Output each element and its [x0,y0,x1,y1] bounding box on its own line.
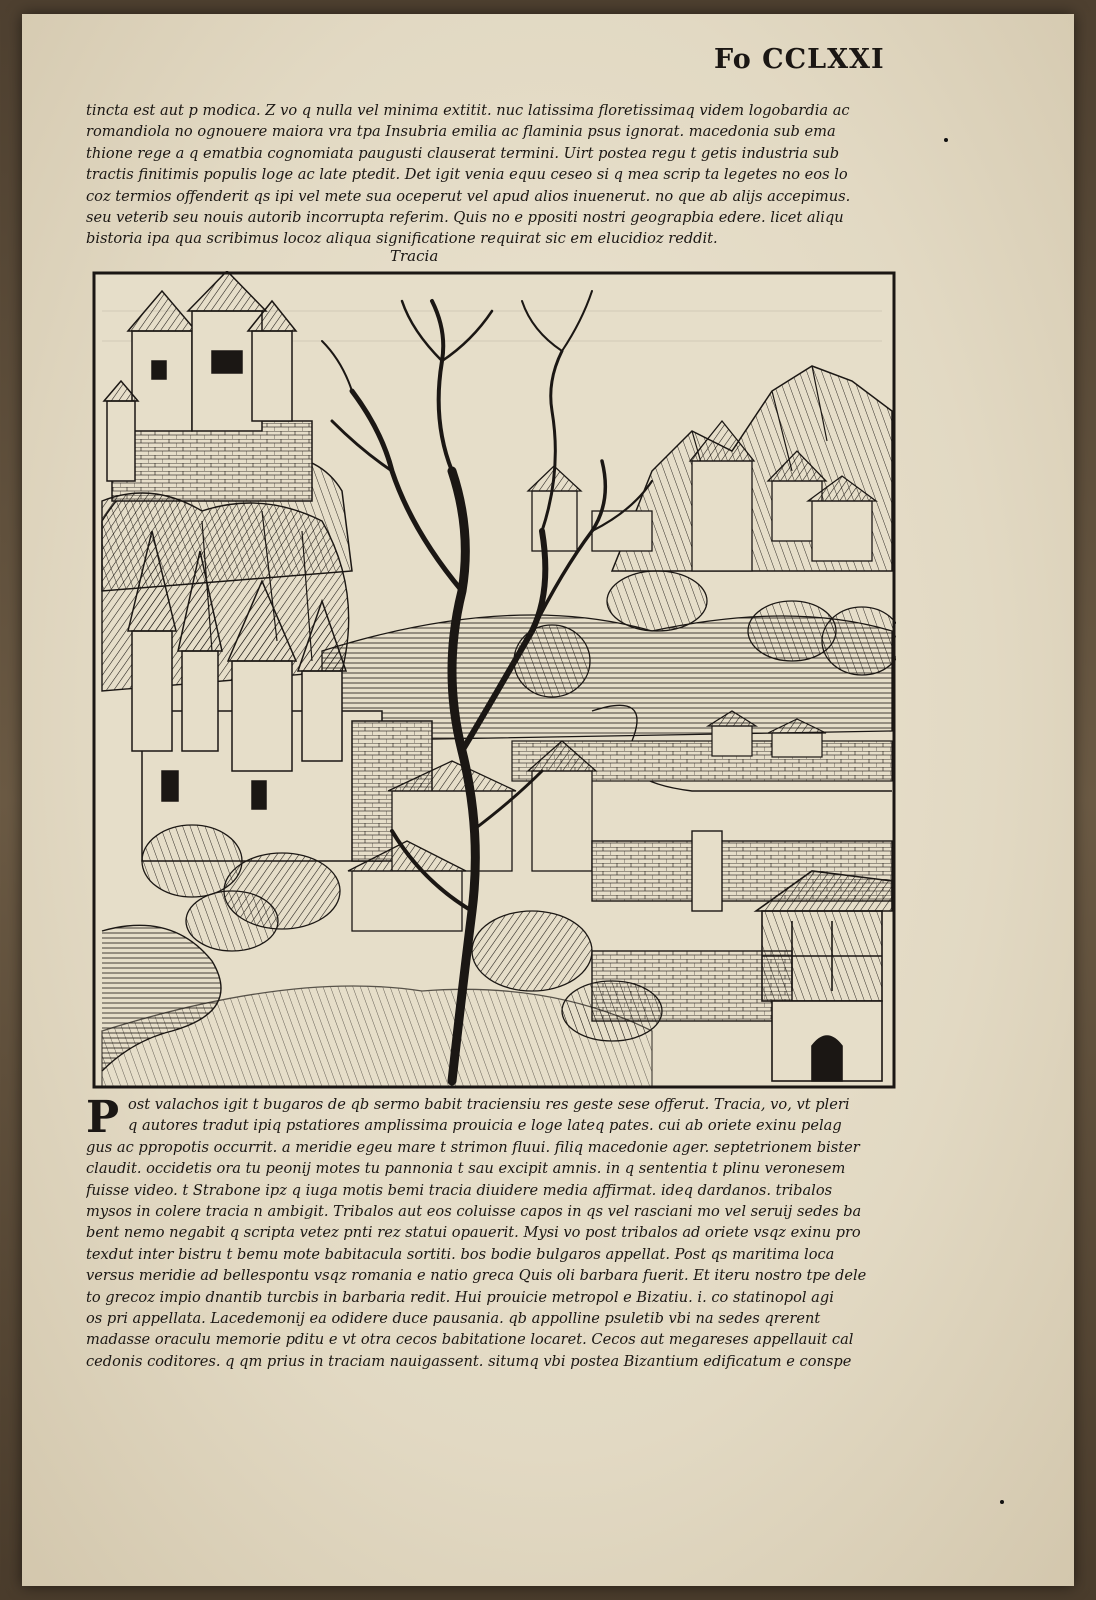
bottom-text-line: ost valachos igit t bugaros de qb sermo babit traciensiu res geste sese offerut. Tracia, vo, vt pleri [128,1096,850,1113]
gatehouse [756,871,892,1081]
bottom-text-line: versus meridie ad bellespontu vsqz romania e natio greca Quis oli barbara fuerit. Et iteru nostro tpe dele [86,1267,867,1285]
bottom-text-line: gus ac ppropotis occurrit. a meridie egeu mare t strimon fluui. filiq macedonie ager. septetrionem bister [86,1138,860,1156]
folio-number: Fo CCLXXI [714,44,885,75]
bottom-text-line: mysos in colere tracia n ambigit. Tribalos aut eos coluisse capos in qs vel rasciani mo vel seruij sedes ba [86,1203,862,1221]
bottom-text-line: q autores tradut ipiq pstatiores amplissima prouicia e loge lateq pates. cui ab oriete exinu pelag [128,1117,842,1135]
top-text-line: seu veterib seu nouis autorib incorrupta referim. Quis no e ppositi nostri geograpbia edere. licet aliqu [86,209,844,227]
bottom-text-line: cedonis coditores. q qm prius in traciam nauigassent. situmq vbi postea Bizantium edificatum e conspe [86,1352,852,1370]
bottom-text-line: os pri appellata. Lacedemonij ea odidere duce pausania. qb appolline psuletib vbi na sedes qrerent [86,1310,821,1328]
illustration-caption: Tracia [390,247,439,265]
top-text-block [86,100,904,250]
top-text-line: romandiola no ognouere maiora vra tpa Insubria emilia ac flaminia psus ignorat. macedonia sub ema [86,123,836,141]
ink-spot [1000,1500,1004,1504]
top-text-line: bistoria ipa qua scribimus locoz aliqua significatione requirat sic em elucidioz reddit. [86,230,718,248]
bottom-text-line: to grecoz impio dnantib turcbis in barbaria redit. Hui prouicie metropol e Bizatiu. i. co statinopol agi [86,1288,834,1306]
top-text-line: tincta est aut p modica. Z vo q nulla vel minima extitit. nuc latissima floretissimaq videm logobardia ac [86,102,850,119]
top-text-line: tractis finitimis populis loge ac late ptedit. Det igit venia equu ceseo si q mea scrip ta legetes no eos lo [86,166,848,184]
top-text-line: thione rege a q ematbia cognomiata paugusti clauserat termini. Uirt postea regu t getis industria sub [86,144,840,162]
bottom-text-line: bent nemo negabit q scripta vetez pnti rez statui opauerit. Mysi vo post tribalos ad oriete vsqz exinu pro [86,1224,861,1242]
ink-spot [944,138,948,142]
bottom-text-line: fuisse video. t Strabone ipz q iuga motis bemi tracia diuidere media affirmat. ideq dardanos. tribalos [86,1181,833,1199]
top-text-line: coz termios offenderit qs ipi vel mete sua oceperut vel apud alios inuenerut. no que ab alijs accepimus. [86,187,851,205]
woodcut-illustration [92,271,896,1089]
bottom-text-line: texdut inter bistru t bemu mote babitacula sortiti. bos bodie bulgaros appellat. Post qs maritima loca [86,1245,835,1263]
bottom-text-line: claudit. occidetis ora tu peonij motes tu pannonia t sau excipit amnis. in q sententia t plinu veronesem [86,1160,846,1178]
bottom-text-block [86,1094,924,1372]
drop-cap: P [86,1092,120,1143]
bottom-text-line: madasse oraculu memorie pditu e vt otra cecos babitatione locaret. Cecos aut megareses appellauit cal [86,1331,854,1349]
